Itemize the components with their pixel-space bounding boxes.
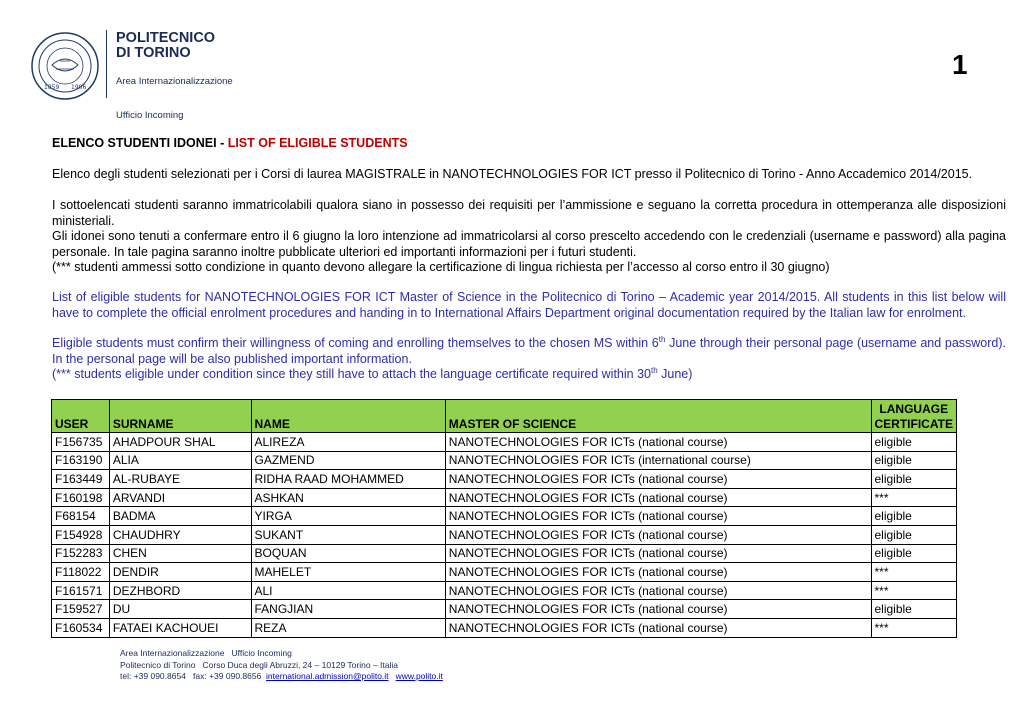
cell-master-of-science: NANOTECHNOLOGIES FOR ICTs (national course) (445, 488, 871, 507)
cell-surname: CHAUDHRY (109, 525, 251, 544)
table-row (52, 451, 957, 470)
lang-header-line-1: LANGUAGE (879, 402, 949, 416)
col-header-surname: SURNAME (109, 400, 251, 433)
cell-language-certificate: eligible (871, 433, 957, 452)
cell-surname: FATAEI KACHOUEI (109, 618, 251, 637)
table-header-row (52, 400, 957, 433)
cell-surname: DEZHBORD (109, 581, 251, 600)
cell-name: BOQUAN (251, 544, 445, 563)
english-paragraph-2 (52, 336, 1006, 367)
footer-line-2: Politecnico di Torino Corso Duca degli Abruzzi, 24 – 10129 Torino – Italia (120, 659, 398, 670)
english-p2-sup: th (658, 334, 666, 344)
cell-language-certificate: eligible (871, 470, 957, 489)
cell-language-certificate: *** (871, 618, 957, 637)
footer-contacts: tel: +39 090.8654 fax: +39 090.8656 (120, 671, 267, 681)
page-number: 1 (952, 49, 968, 80)
institution-line-1: POLITECNICO (116, 30, 216, 46)
english-p3-text-b: June) (657, 367, 693, 381)
english-p3-text-a: (*** students eligible under condition since they still have to attach the language certificate required within 30 (52, 367, 651, 381)
cell-language-certificate: eligible (871, 525, 957, 544)
cell-language-certificate: eligible (871, 600, 957, 619)
cell-name: REZA (251, 618, 445, 637)
cell-user: F160198 (52, 488, 110, 507)
table-row (52, 525, 957, 544)
title-english: LIST OF ELIGIBLE STUDENTS (227, 136, 408, 150)
cell-name: ALIREZA (251, 433, 445, 452)
table-row (52, 563, 957, 582)
cell-language-certificate: eligible (871, 451, 957, 470)
cell-master-of-science: NANOTECHNOLOGIES FOR ICTs (national course) (445, 618, 871, 637)
lang-header-line-2: CERTIFICATE (874, 417, 953, 431)
cell-name: FANGJIAN (251, 600, 445, 619)
cell-name: GAZMEND (251, 451, 445, 470)
cell-user: F152283 (52, 544, 110, 563)
students-table (51, 399, 957, 638)
cell-name: ALI (251, 581, 445, 600)
cell-user: F68154 (52, 507, 110, 526)
area-label: Area Internazionalizzazione (116, 76, 233, 87)
col-header-user: USER (52, 400, 110, 433)
col-header-name: NAME (251, 400, 445, 433)
table-row (52, 507, 957, 526)
english-paragraph-3 (52, 367, 1006, 383)
cell-master-of-science: NANOTECHNOLOGIES FOR ICTs (national course) (445, 507, 871, 526)
office-label: Ufficio Incoming (116, 110, 184, 121)
seal-year-left: 1859 (44, 84, 60, 91)
footer-line-3 (120, 671, 443, 683)
cell-master-of-science: NANOTECHNOLOGIES FOR ICTs (national course) (445, 525, 871, 544)
col-header-language-certificate (871, 400, 957, 433)
seal-year-right: 1906 (71, 84, 87, 91)
english-p3-sup: th (650, 365, 658, 375)
cell-user: F154928 (52, 525, 110, 544)
cell-surname: CHEN (109, 544, 251, 563)
cell-user: F159527 (52, 600, 110, 619)
cell-master-of-science: NANOTECHNOLOGIES FOR ICTs (national course) (445, 544, 871, 563)
cell-language-certificate: *** (871, 488, 957, 507)
cell-surname: AL-RUBAYE (109, 470, 251, 489)
table-row (52, 488, 957, 507)
col-header-master: MASTER OF SCIENCE (445, 400, 871, 433)
cell-user: F161571 (52, 581, 110, 600)
english-p2-text-b: June through their personal page (username and password). In the personal page will be also published important information. (52, 336, 1006, 366)
cell-language-certificate: eligible (871, 544, 957, 563)
table-row (52, 618, 957, 637)
cell-language-certificate: eligible (871, 507, 957, 526)
cell-name: SUKANT (251, 525, 445, 544)
italian-paragraph-1: Elenco degli studenti selezionati per i Corsi di laurea MAGISTRALE in NANOTECHNOLOGIES FOR ICT presso il Politecnico di Torino - Anno Accademico 2014/2015. (52, 167, 973, 181)
institution-name (116, 31, 215, 61)
cell-name: RIDHA RAAD MOHAMMED (251, 470, 445, 489)
cell-name: ASHKAN (251, 488, 445, 507)
cell-user: F118022 (52, 563, 110, 582)
footer-line-1: Area Internazionalizzazione Ufficio Incoming (120, 648, 292, 658)
english-paragraph-1: List of eligible students for NANOTECHNOLOGIES FOR ICT Master of Science in the Politecnico di Torino – Academic year 2014/2015. All students in this list below will have to complete the official enrolment procedures and handing in to International Affairs Department original documentation required by the Italian law for enrolment. (52, 290, 1006, 320)
cell-surname: BADMA (109, 507, 251, 526)
cell-master-of-science: NANOTECHNOLOGIES FOR ICTs (national course) (445, 433, 871, 452)
cell-user: F156735 (52, 433, 110, 452)
italian-paragraph-4: (*** studenti ammessi sotto condizione in quanto devono allegare la certificazione di lingua richiesta per l’accesso al corso entro il 30 giugno) (52, 260, 830, 274)
email-link[interactable]: international.admission@polito.it (266, 671, 389, 681)
english-p2-text-a: Eligible students must confirm their willingness of coming and enrolling themselves to the chosen MS within 6 (52, 336, 659, 350)
cell-language-certificate: *** (871, 581, 957, 600)
cell-name: MAHELET (251, 563, 445, 582)
cell-user: F163190 (52, 451, 110, 470)
cell-name: YIRGA (251, 507, 445, 526)
cell-master-of-science: NANOTECHNOLOGIES FOR ICTs (national course) (445, 581, 871, 600)
cell-language-certificate: *** (871, 563, 957, 582)
website-link[interactable]: www.polito.it (395, 671, 443, 681)
cell-user: F160534 (52, 618, 110, 637)
table-row (52, 433, 957, 452)
institution-line-2: DI TORINO (116, 45, 191, 61)
cell-surname: ALIA (109, 451, 251, 470)
cell-surname: DENDIR (109, 563, 251, 582)
cell-master-of-science: NANOTECHNOLOGIES FOR ICTs (national course) (445, 563, 871, 582)
table-row (52, 470, 957, 489)
table-row (52, 544, 957, 563)
politecnico-seal-logo (30, 31, 100, 101)
footer (120, 648, 443, 683)
page-title (52, 136, 408, 150)
cell-master-of-science: NANOTECHNOLOGIES FOR ICTs (international course) (445, 451, 871, 470)
cell-surname: DU (109, 600, 251, 619)
cell-surname: ARVANDI (109, 488, 251, 507)
cell-surname: AHADPOUR SHAL (109, 433, 251, 452)
italian-paragraph-3: Gli idonei sono tenuti a confermare entro il 6 giugno la loro intenzione ad immatricolarsi al corso prescelto accedendo con le credenziali (username e password) alla pagina personale. In tale pagina saranno inoltre pubblicate ulteriori ed importanti informazioni per i futuri studenti. (52, 229, 1006, 259)
header-divider (106, 30, 107, 98)
table-row (52, 600, 957, 619)
title-italian: ELENCO STUDENTI IDONEI - (52, 136, 228, 150)
table-body (52, 433, 957, 638)
cell-user: F163449 (52, 470, 110, 489)
italian-paragraph-2: I sottoelencati studenti saranno immatricolabili qualora siano in possesso dei requisiti per l’ammissione e seguano la corretta procedura in ottemperanza alle disposizioni ministeriali. (52, 198, 1006, 228)
table-row (52, 581, 957, 600)
cell-master-of-science: NANOTECHNOLOGIES FOR ICTs (national course) (445, 470, 871, 489)
cell-master-of-science: NANOTECHNOLOGIES FOR ICTs (national course) (445, 600, 871, 619)
